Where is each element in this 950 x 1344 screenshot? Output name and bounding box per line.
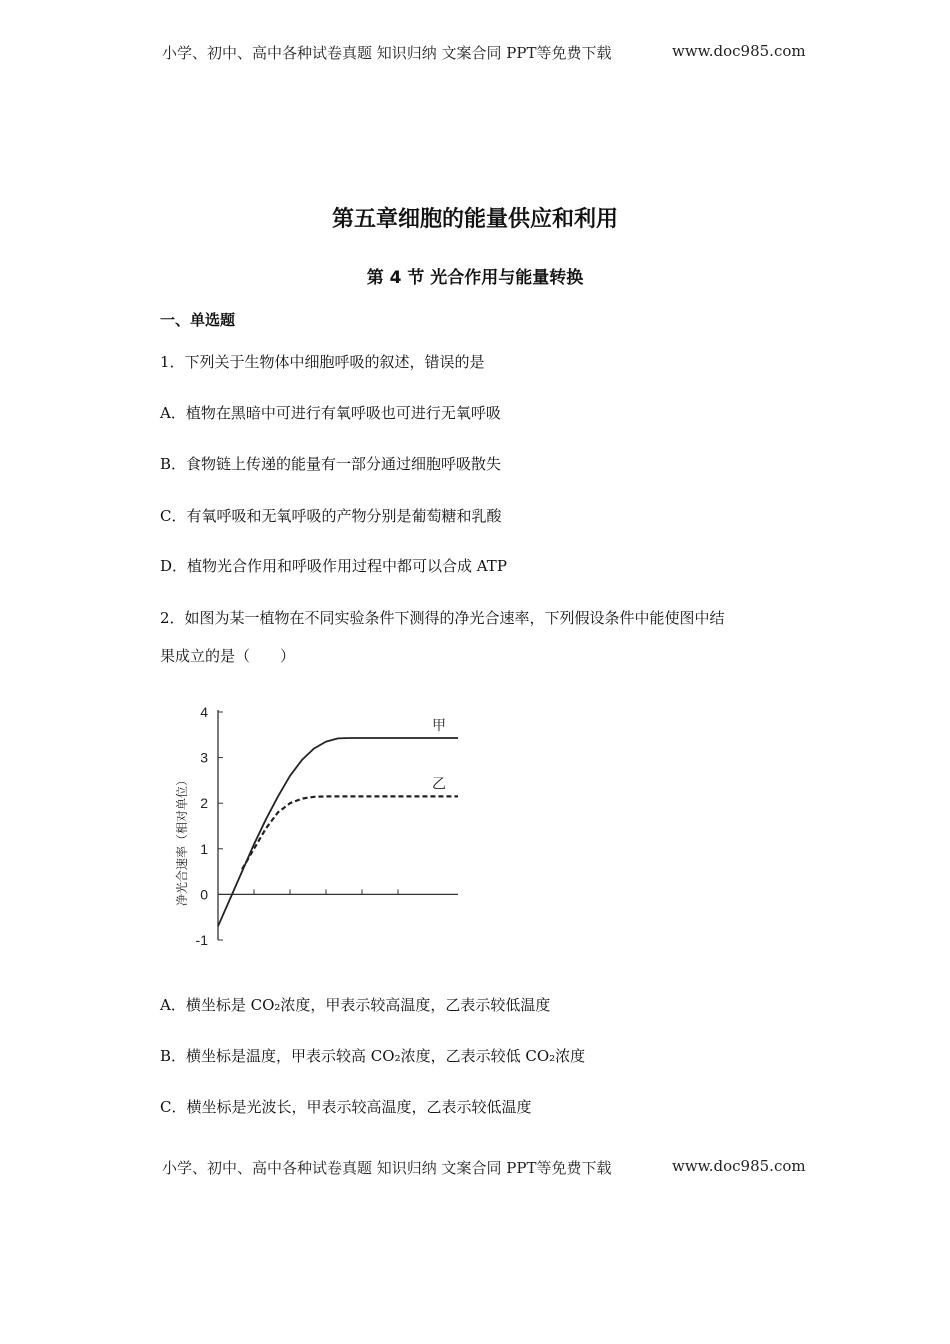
series-label-jia: 甲	[432, 716, 446, 733]
y-tick-label: 4	[200, 704, 208, 720]
y-tick-label: 2	[200, 795, 208, 812]
page-subtitle: 第 4 节 光合作用与能量转换	[366, 268, 584, 288]
question-2-option-b: B．横坐标是温度，甲表示较高 CO₂浓度，乙表示较低 CO₂浓度	[160, 1047, 586, 1065]
section-heading: 一、单选题	[160, 311, 236, 329]
y-axis-label: 净光合速率（相对单位）	[175, 773, 189, 907]
series-line-jia	[218, 738, 458, 926]
question-2-option-c: C．横坐标是光波长，甲表示较高温度，乙表示较低温度	[160, 1098, 532, 1116]
net-photosynthesis-chart	[160, 690, 470, 960]
question-2-stem-line2: 果成立的是（ ）	[160, 647, 296, 665]
page-title: 第五章细胞的能量供应和利用	[331, 207, 618, 232]
header-url[interactable]: www.doc985.com	[672, 42, 806, 60]
y-tick-label: 0	[200, 886, 208, 903]
question-1-option-c: C．有氧呼吸和无氧呼吸的产物分别是葡萄糖和乳酸	[160, 507, 502, 525]
header-text: 小学、初中、高中各种试卷真题 知识归纳 文案合同 PPT等免费下载	[162, 44, 612, 62]
y-tick-label: 1	[200, 840, 208, 857]
footer-url[interactable]: www.doc985.com	[672, 1157, 806, 1175]
question-1-option-b: B．食物链上传递的能量有一部分通过细胞呼吸散失	[160, 455, 502, 473]
question-1-option-d: D．植物光合作用和呼吸作用过程中都可以合成 ATP	[160, 557, 507, 575]
y-tick-label: 3	[200, 749, 208, 766]
footer-text: 小学、初中、高中各种试卷真题 知识归纳 文案合同 PPT等免费下载	[162, 1159, 612, 1177]
question-2-stem-line1: 2．如图为某一植物在不同实验条件下测得的净光合速率，下列假设条件中能使图中结	[160, 609, 725, 627]
series-line-yi	[242, 796, 458, 869]
series-label-yi: 乙	[432, 775, 446, 792]
question-1-option-a: A．植物在黑暗中可进行有氧呼吸也可进行无氧呼吸	[160, 404, 501, 422]
y-tick-label: -1	[195, 932, 208, 948]
question-2-option-a: A．横坐标是 CO₂浓度，甲表示较高温度，乙表示较低温度	[160, 996, 551, 1014]
question-1-stem: 1．下列关于生物体中细胞呼吸的叙述，错误的是	[160, 353, 485, 371]
